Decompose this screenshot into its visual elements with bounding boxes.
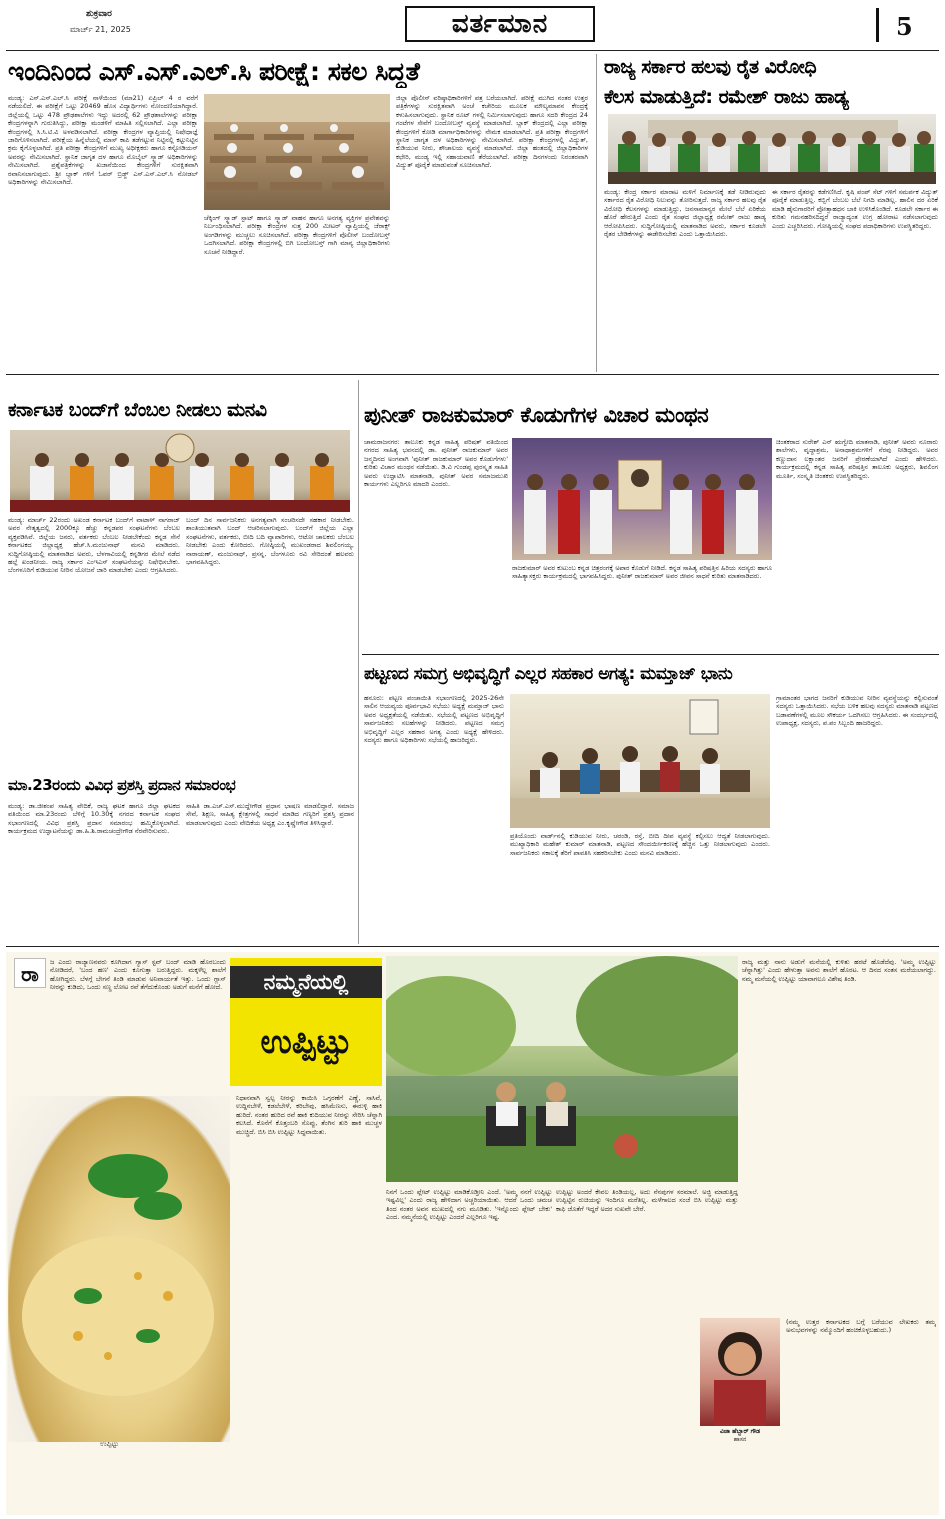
bandh-press-photo bbox=[10, 430, 350, 512]
section-rule-1 bbox=[6, 374, 939, 375]
author-portrait bbox=[700, 1318, 780, 1426]
puneeth-group-illustration bbox=[512, 438, 772, 560]
sslc-col2: ಜಿಲ್ಲಾ ಪೊಲೀಸ್ ವರಿಷ್ಠಾಧಿಕಾರಿಗಳಿಗೆ ಪತ್ರ ಬರೆಯಲಾಗಿದೆ. ಪರೀಕ್ಷೆ ಮುಗಿದ ನಂತರ ಉತ್ತರ ಪತ್ರಿಕೆಗಳನ್ನು ಸುರಕ್ಷಿತವಾಗಿ ಅಂಚೆ ಕಚೇರಿಯ ಮೂಲಕ ಮೌಲ್ಯಮಾಪನ ಕೇಂದ್ರಕ್ಕೆ ಕಳುಹಿಸಲಾಗುವುದು. ಸ್ಥಾನಿಕ ರೂಟ್ ಗಳಲ್ಲಿ ನಿರ್ಮಿಸಲಾಗುವುದು ಹಾಗೂ ಸದರಿ ಕೇಂದ್ರದ 24 ಗಂಟೆಗಳ ಸೇವೆಗೆ ಬಂದೋಬಸ್ತ್ ವ್ಯವಸ್ಥೆ ಮಾಡಲಾಗಿದೆ. ಬ್ಲಾಕ್ ಕೇಂದ್ರದಲ್ಲಿ ಎಲ್ಲಾ ಪರೀಕ್ಷಾ ಕೇಂದ್ರಗಳಿಗೆ ಕೋಡಿ ಮಾರ್ಗಾಧಿಕಾರಿಗಳನ್ನು ನೇಮಕ ಮಾಡಲಾಗಿದೆ. ಪ್ರತಿ ಪರೀಕ್ಷಾ ಕೇಂದ್ರಗಳಿಗೆ ಸ್ಥಾನಿಕ ಜಾಗೃತ ದಳ ಅಧಿಕಾರಿಗಳನ್ನು ನೇಮಿಸಲಾಗಿದೆ. ಪರೀಕ್ಷಾ ಕೇಂದ್ರಗಳಲ್ಲಿ ವಿದ್ಯುತ್, ಕುಡಿಯುವ ನೀರು, ಶೌಚಾಲಯ ವ್ಯವಸ್ಥೆ ಮಾಡಲಾಗಿದೆ. ಜಿಲ್ಲಾ ಹಂತದಲ್ಲಿ ಜಿಲ್ಲಾಧಿಕಾರಿಗಳ ಕಛೇರಿ, ಮಂಡ್ಯ ಇಲ್ಲಿ ಸಹಾಯವಾಣಿ ತೆರೆಯಲಾಗಿದೆ. ಪರೀಕ್ಷಾ ದಿನಗಳಂದು ನಿರಂತರವಾಗಿ ವಿದ್ಯುತ್ ಪೂರೈಕೆ ಮಾಡುವಂತೆ ಸೂಚಿಸಲಾಗಿದೆ. bbox=[396, 94, 588, 170]
puneeth-col3: ಚಿಂತಕರಾದ ಸುರೇಶ್ ಎನ್ ಋಗ್ವೇದಿ ಮಾತನಾಡಿ, ಪುನೀತ್ ಅವರು ನೂರಾರು ಶಾಲೆಗಳು, ವೃದ್ಧಾಶ್ರಮ, ಅನಾಥಾಶ್ರಮಗಳಿಗೆ ನೆರವು ನೀಡಿದ್ದರು. ಅವರ ಕಣ್ಣುದಾನ ಲಕ್ಷಾಂತರ ಜನರಿಗೆ ಪ್ರೇರಣೆಯಾಗಿದೆ ಎಂದು ಹೇಳಿದರು. ಕಾರ್ಯಕ್ರಮದಲ್ಲಿ ಕನ್ನಡ ಸಾಹಿತ್ಯ ಪರಿಷತ್ತಿನ ತಾಲೂಕು ಅಧ್ಯಕ್ಷರು, ಶಿವಲಿಂಗ ಮೂರ್ತಿ, ಸಂಸ್ಕೃತಿ ಚಿಂತಕರು ಉಪಸ್ಥಿತರಿದ್ದರು. bbox=[776, 438, 938, 480]
puneeth-headline: ಪುನೀತ್ ರಾಜಕುಮಾರ್ ಕೊಡುಗೆಗಳ ವಿಚಾರ ಮಂಥನ bbox=[364, 403, 709, 427]
farmers-col1: ಮಂಡ್ಯ: ಕೇಂದ್ರ ಸರ್ಕಾರ ಮಾರಾಟ ಮಳಿಗೆ ನಿರ್ಮಾಣಕ್ಕೆ ತಡೆ ನೀಡಿರುವುದು ಸರ್ಕಾರದ ರೈತ ವಿರೋಧಿ ನಿಲುವನ್ನು ತೋರಿಸುತ್ತದೆ. ರಾಜ್ಯ ಸರ್ಕಾರ ಹಲವು ರೈತ ವಿರೋಧಿ ಕೆಲಸಗಳನ್ನು ಮಾಡುತ್ತಿದ್ದು, ಜನಸಾಮಾನ್ಯರ ಮೇಲೆ ಬೆಲೆ ಏರಿಕೆಯ ಹೊರೆ ಹೇರುತ್ತಿದೆ ಎಂದು ರೈತ ಸಂಘದ ಜಿಲ್ಲಾಧ್ಯಕ್ಷ ರಮೇಶ್ ರಾಜು ಹಾಡ್ಯ ಆರೋಪಿಸಿದರು. ಸುದ್ದಿಗೋಷ್ಠಿಯಲ್ಲಿ ಮಾತನಾಡಿದ ಅವರು, ಸರ್ಕಾರ ಕೂಡಲೇ ರೈತರ ಬೇಡಿಕೆಗಳನ್ನು ಈಡೇರಿಸಬೇಕು ಎಂದು ಒತ್ತಾಯಿಸಿದರು. bbox=[604, 188, 766, 239]
masthead-date: ಮಾರ್ಚ್ 21, 2025 bbox=[70, 25, 131, 34]
feature-park-photo bbox=[386, 956, 738, 1182]
development-col2: ಪ್ರತಿಯೊಂದು ವಾರ್ಡ್‌ನಲ್ಲಿ ಕುಡಿಯುವ ನೀರು, ಚರಂಡಿ, ರಸ್ತೆ, ಬೀದಿ ದೀಪ ವ್ಯವಸ್ಥೆ ಕಲ್ಪಿಸಲು ಆದ್ಯತೆ ನೀಡಲಾಗುವುದು. ಮುಖ್ಯಾಧಿಕಾರಿ ಮಹೇಶ್ ಕುಮಾರ್ ಮಾತನಾಡಿ, ಪಟ್ಟಣದ ಸೌಂದರ್ಯೀಕರಣಕ್ಕೆ ಹೆಚ್ಚಿನ ಒತ್ತು ನೀಡಲಾಗುವುದು ಎಂದರು. ಸಾರ್ವಜನಿಕರು ಸಕಾಲಕ್ಕೆ ತೆರಿಗೆ ಪಾವತಿಸಿ ಸಹಕರಿಸಬೇಕು ಎಂದು ಮನವಿ ಮಾಡಿದರು. bbox=[510, 832, 770, 857]
page-number: 5 bbox=[896, 12, 913, 41]
uppittu-dish-illustration bbox=[8, 1096, 230, 1442]
feature-col4: ಉಪ್ಪಿಟ್ಟು ಅಂದರೆ ಕೇವಲ ತಿಂಡಿಯಲ್ಲ, ಅದು ನೆನಪುಗಳ ಸರಮಾಲೆ. ಅಜ್ಜಿ ಮಾಡುತ್ತಿದ್ದ ಉಪ್ಪಿಟ್ಟಿನ ರುಚಿಯನ್ನು ಇಂದಿಗೂ ಮರೆತಿಲ್ಲ. ಮಳೆಗಾಲದ ಸಂಜೆ ಬಿಸಿ ಉಪ್ಪಿಟ್ಟು ಮತ್ತು ಕಾಫಿ ಜೊತೆಗೆ ಇದ್ದರೆ ಅದರ ಸುಖವೇ ಬೇರೆ. bbox=[556, 1188, 738, 1213]
meeting-illustration bbox=[510, 694, 770, 828]
column-divider bbox=[358, 380, 359, 944]
awards-col2: ಸಾಹಿತಿ ಡಾ.ಎಚ್.ಎಸ್.ಮುದ್ದೇಗೌಡ ಪ್ರಧಾನ ಭಾಷಣ ಮಾಡಲಿದ್ದಾರೆ. ಸಮಾಜ ಸೇವೆ, ಶಿಕ್ಷಣ, ಸಾಹಿತ್ಯ ಕ್ಷೇತ್ರಗಳಲ್ಲಿ ಸಾಧನೆ ಮಾಡಿದ ಗಣ್ಯರಿಗೆ ಪ್ರಶಸ್ತಿ ಪ್ರದಾನ ಮಾಡಲಾಗುವುದು ಎಂದು ವೇದಿಕೆಯ ಅಧ್ಯಕ್ಷ ಎಂ.ಕೃಷ್ಣೇಗೌಡ ತಿಳಿಸಿದ್ದಾರೆ. bbox=[186, 802, 354, 827]
sslc-col1: ಮಂಡ್ಯ: ಎಸ್.ಎಸ್.ಎಲ್.ಸಿ ಪರೀಕ್ಷೆ ನಾಳೆಯಿಂದ (ಮಾ21) ಏಪ್ರಿಲ್ 4 ರ ವರೆಗೆ ನಡೆಯಲಿದೆ. ಈ ಪರೀಕ್ಷೆಗೆ ಒಟ್ಟು 20469 ಹೊಸ ವಿದ್ಯಾರ್ಥಿಗಳು ನೋಂದಣಿಯಾಗಿದ್ದಾರೆ. ಜಿಲ್ಲೆಯಲ್ಲಿ ಒಟ್ಟು 478 ಪ್ರೌಢಶಾಲೆಗಳು ಇದ್ದು ಅದರಲ್ಲಿ 62 ಪ್ರೌಢಶಾಲೆಗಳನ್ನು ಪರೀಕ್ಷಾ ಕೇಂದ್ರಗಳನ್ನಾಗಿ ಗುರುತಿಸಿದ್ದು, ಪರೀಕ್ಷಾ ಮಂಡಳಿಗೆ ಮಾಹಿತಿ ಸಲ್ಲಿಸಲಾಗಿದೆ. ಎಲ್ಲಾ ಪರೀಕ್ಷಾ ಕೇಂದ್ರಗಳಲ್ಲಿ ಸಿ.ಸಿ.ಟಿ.ವಿ ಅಳವಡಿಸಲಾಗಿದೆ. ಪರೀಕ್ಷಾ ಕೇಂದ್ರಗಳ ವ್ಯಾಪ್ತಿಯಲ್ಲಿ ನಿಷೇಧಾಜ್ಞೆ ಜಾರಿಗೊಳಿಸಲಾಗಿದೆ. ಪರೀಕ್ಷೆಯ ಹಿನ್ನೆಲೆಯಲ್ಲಿ ಮಾಸ್ ಕಾಪಿ ತಡೆಗಟ್ಟುವ ನಿಟ್ಟಿನಲ್ಲಿ ಕಟ್ಟುನಿಟ್ಟಿನ ಕ್ರಮ ಕೈಗೊಳ್ಳಲಾಗಿದೆ. ಪ್ರತಿ ಪರೀಕ್ಷಾ ಕೇಂದ್ರಗಳಿಗೆ ಮುಖ್ಯ ಅಧೀಕ್ಷಕರು ಹಾಗೂ ಕಸ್ಟೋಡಿಯನ್ ಅವರನ್ನು ನೇಮಿಸಲಾಗಿದೆ. ಸ್ಥಾನಿಕ ಜಾಗೃತ ದಳ ಹಾಗೂ ಮೊಬೈಲ್ ಸ್ಕ್ವಾಡ್ ಅಧಿಕಾರಿಗಳನ್ನು ನೇಮಿಸಲಾಗಿದೆ. ಪ್ರಶ್ನೆಪತ್ರಿಕೆಗಳನ್ನು ಖಜಾನೆಯಿಂದ ಕೇಂದ್ರಗಳಿಗೆ ಸುರಕ್ಷಿತವಾಗಿ ರವಾನಿಸಲಾಗುವುದು. ಶ್ರೀ ಬ್ಲಾಕ್ ಗಳಿಗೆ ಓವರ್ ಬ್ರಿಡ್ಜ್ ಎಸ್.ಎಸ್.ಎಲ್.ಸಿ ನೋಡಲ್ ಅಧಿಕಾರಿಗಳನ್ನು ನೇಮಿಸಲಾಗಿದೆ. bbox=[8, 94, 198, 187]
development-meeting-photo bbox=[510, 694, 770, 828]
masthead-rule bbox=[6, 50, 939, 51]
author-caption bbox=[700, 1428, 780, 1444]
farmers-headline-line2: ಕೆಲಸ ಮಾಡುತ್ತಿದೆ: ರಮೇಶ್ ರಾಜು ಹಾಡ್ಯ bbox=[604, 86, 849, 108]
feature-uppittu-photo bbox=[8, 1096, 230, 1442]
author-place: ಹಾಸನ bbox=[733, 1436, 747, 1443]
exam-hall-illustration bbox=[204, 94, 390, 210]
section-rule-3 bbox=[6, 946, 939, 947]
feature-photo-caption: ಉಪ್ಪಿಟ್ಟು bbox=[100, 1440, 119, 1448]
bandh-headline: ಕರ್ನಾಟಕ ಬಂದ್‌ಗೆ ಬೆಂಬಲ ನೀಡಲು ಮನವಿ bbox=[8, 399, 267, 421]
farmers-press-photo bbox=[608, 114, 936, 184]
park-illustration bbox=[386, 956, 738, 1182]
farmers-col2: ಈ ಸರ್ಕಾರ ರೈತರನ್ನು ಕಡೆಗಣಿಸಿದೆ. ಕೃಷಿ ಪಂಪ್ ಸೆಟ್ ಗಳಿಗೆ ಸಮರ್ಪಕ ವಿದ್ಯುತ್ ಪೂರೈಕೆ ಮಾಡುತ್ತಿಲ್ಲ. ಕಬ್ಬಿಗೆ ಬೆಂಬಲ ಬೆಲೆ ನಿಗದಿ ಮಾಡಿಲ್ಲ. ಹಾಲಿನ ದರ ಏರಿಕೆ ಮಾಡಿ ಹೈನುಗಾರರಿಗೆ ಪ್ರೋತ್ಸಾಹಧನ ಬಾಕಿ ಉಳಿಸಿಕೊಂಡಿದೆ. ಕೂಡಲೇ ಸರ್ಕಾರ ಈ ಕುರಿತು ಗಮನಹರಿಸದಿದ್ದರೆ ರಾಜ್ಯಾದ್ಯಂತ ಉಗ್ರ ಹೋರಾಟ ನಡೆಸಲಾಗುವುದು ಎಂದು ಎಚ್ಚರಿಸಿದರು. ಗೋಷ್ಠಿಯಲ್ಲಿ ಸಂಘದ ಪದಾಧಿಕಾರಿಗಳು ಉಪಸ್ಥಿತರಿದ್ದರು. bbox=[772, 188, 938, 230]
feature-title-line2: ಉಪ್ಪಿಟ್ಟು bbox=[260, 1022, 352, 1062]
sslc-headline: ಇಂದಿನಿಂದ ಎಸ್.ಎಸ್.ಎಲ್.ಸಿ ಪರೀಕ್ಷೆ: ಸಕಲ ಸಿದ್ಧತೆ bbox=[8, 57, 420, 86]
puneeth-col2: ರಾಜಕುಮಾರ್ ಅವರ ಕುಟುಂಬ ಕನ್ನಡ ಚಿತ್ರರಂಗಕ್ಕೆ ಅಪಾರ ಕೊಡುಗೆ ನೀಡಿದೆ. ಕನ್ನಡ ಸಾಹಿತ್ಯ ಪರಿಷತ್ತಿನ ಹಿರಿಯ ಸದಸ್ಯರು ಹಾಗೂ ಸಾಹಿತ್ಯಾಸಕ್ತರು ಕಾರ್ಯಕ್ರಮದಲ್ಲಿ ಭಾಗವಹಿಸಿದ್ದರು. ಪುನೀತ್ ರಾಜಕುಮಾರ್ ಅವರ ಜೀವನ ಸಾಧನೆ ಕುರಿತು ಮಾತನಾಡಿದರು. bbox=[512, 564, 772, 581]
feature-col4-bottom: (ನಮ್ಮ ಉತ್ತರ ಕರ್ನಾಟಕದ ಬಗ್ಗೆ ಬರೆಯುವ ಲೇಖಕರು ತಮ್ಮ ಅನುಭವಗಳನ್ನು ನಮ್ಮೊಂದಿಗೆ ಹಂಚಿಕೊಳ್ಳಬಹುದು.) bbox=[786, 1318, 936, 1335]
puneeth-event-photo bbox=[512, 438, 772, 560]
column-divider bbox=[596, 54, 597, 372]
farmers-group-illustration bbox=[608, 114, 936, 184]
sslc-col3: ಚೆಕ್ಕಿಂಗ್ ಸ್ಕ್ವಾಡ್ ಸ್ಪಾಟ್ ಹಾಗೂ ಸ್ಕ್ವಾಡ್ ವಾಹನ ಹಾಗೂ ಅನಗತ್ಯ ವ್ಯಕ್ತಿಗಳ ಪ್ರವೇಶವನ್ನು ನಿರ್ಬಂಧಿಸಲಾಗಿದೆ. ಪರೀಕ್ಷಾ ಕೇಂದ್ರಗಳ ಸುತ್ತ 200 ಮೀಟರ್ ವ್ಯಾಪ್ತಿಯಲ್ಲಿ ಜೆರಾಕ್ಸ್ ಅಂಗಡಿಗಳನ್ನು ಮುಚ್ಚಲು ಸೂಚಿಸಲಾಗಿದೆ. ಪರೀಕ್ಷಾ ಕೇಂದ್ರಗಳಿಗೆ ಪೊಲೀಸ್ ಬಂದೋಬಸ್ತ್ ಒದಗಿಸಲಾಗಿದೆ. ಪರೀಕ್ಷಾ ಕೇಂದ್ರಗಳಲ್ಲಿ ಬಿಗಿ ಬಂದೋಬಸ್ತ್ ಗಾಗಿ ಮಾನ್ಯ ಜಿಲ್ಲಾಧಿಕಾರಿಗಳು ಸೂಚನೆ ನೀಡಿದ್ದಾರೆ. bbox=[204, 214, 390, 256]
masthead bbox=[0, 0, 945, 48]
feature-col5: ರಾಜ್ಯ ಮತ್ತು ನಾನು ಅಡುಗೆ ಮನೆಯಲ್ಲಿ ಕುಳಿತು ಹರಟೆ ಹೊಡೆದೆವು. 'ಅಮ್ಮ ಉಪ್ಪಿಟ್ಟು ಚೆನ್ನಾಗಿತ್ತು' ಎಂದು ಹೇಳುತ್ತಾ ಅವನು ಶಾಲೆಗೆ ಹೊರಟ. ಆ ದಿನದ ಸಂತಸ ಮರೆಯಲಾಗದ್ದು. ನಮ್ಮ ಮನೆಯಲ್ಲಿ ಉಪ್ಪಿಟ್ಟು ಯಾವಾಗಲೂ ವಿಶೇಷ ತಿಂಡಿ. bbox=[742, 958, 936, 983]
awards-col1: ಮಂಡ್ಯ: ಡಾ.ಜೀಶಂಪ ಸಾಹಿತ್ಯ ವೇದಿಕೆ, ರಾಜ್ಯ ಘಟಕ ಹಾಗೂ ಜಿಲ್ಲಾ ಘಟಕದ ವತಿಯಿಂದ ಮಾ.23ರಂದು ಬೆಳಿಗ್ಗೆ 10.30ಕ್ಕೆ ನಗರದ ಕರ್ನಾಟಕ ಸಂಘದ ಸಭಾಂಗಣದಲ್ಲಿ ವಿವಿಧ ಪ್ರಶಸ್ತಿ ಪ್ರದಾನ ಸಮಾರಂಭ ಹಮ್ಮಿಕೊಳ್ಳಲಾಗಿದೆ. ಕಾರ್ಯಕ್ರಮದ ಉದ್ಘಾಟನೆಯನ್ನು ಡಾ.ಹಿ.ಶಿ.ರಾಮಚಂದ್ರೇಗೌಡ ನೆರವೇರಿಸುವರು. bbox=[8, 802, 180, 836]
feature-col3: ನಿನಗೆ ಒಂದು ಪ್ಲೇಟ್ ಉಪ್ಪಿಟ್ಟು ಮಾಡಿಕೊಡ್ತೀನಿ ಎಂದೆ. 'ಅಮ್ಮ ನನಗೆ ಉಪ್ಪಿಟ್ಟು ಇಷ್ಟವಿಲ್ಲ' ಎಂದು ರಾಜ್ಯ ಹೇಳಿದಾಗ ಅಚ್ಚರಿಯಾಯಿತು. ಆದರೆ ಒಂದು ಚಮಚ ತಿಂದ ನಂತರ ಅವನ ಮುಖದಲ್ಲಿ ನಗು ಮೂಡಿತು. 'ಇನ್ನೊಂದು ಪ್ಲೇಟ್ ಬೇಕು' ಎಂದ. ನಮ್ಮನೆಯಲ್ಲಿ ಉಪ್ಪಿಟ್ಟು ಎಂದರೆ ಎಲ್ಲರಿಗೂ ಇಷ್ಟ. bbox=[386, 1188, 552, 1222]
sslc-exam-hall-photo bbox=[204, 94, 390, 210]
feature-title-line1: ನಮ್ಮನೆಯಲ್ಲಿ bbox=[230, 966, 382, 998]
masthead-day: ಶುಕ್ರವಾರ bbox=[86, 9, 112, 19]
feature-col2: ನಿಧಾನವಾಗಿ ಸ್ವಲ್ಪ ನೀರನ್ನು ಕಾಯಿಸಿ ಒಗ್ಗರಣೆಗೆ ಎಣ್ಣೆ, ಸಾಸಿವೆ, ಉದ್ದಿನಬೇಳೆ, ಕಡಲೆಬೇಳೆ, ಕರಿಬೇವು, ಹಸಿಮೆಣಸು, ಈರುಳ್ಳಿ ಹಾಕಿ ಹುರಿದೆ. ನಂತರ ಹುರಿದ ರವೆ ಹಾಕಿ ಕುದಿಯುವ ನೀರನ್ನು ಸೇರಿಸಿ ಚೆನ್ನಾಗಿ ಕಲಸಿದೆ. ಕೊನೆಗೆ ಕೊತ್ತಂಬರಿ ಸೊಪ್ಪು, ತೆಂಗಿನ ತುರಿ ಹಾಕಿ ಮುಚ್ಚಳ ಮುಚ್ಚಿದೆ. ಬಿಸಿ ಬಿಸಿ ಉಪ್ಪಿಟ್ಟು ಸಿದ್ಧವಾಯಿತು. bbox=[236, 1094, 382, 1136]
section-rule-2 bbox=[362, 654, 939, 655]
author-photo bbox=[700, 1318, 780, 1426]
masthead-title-text: ವರ್ತಮಾನ bbox=[451, 9, 549, 39]
bandh-col2: ಬಂದ್ ದಿನ ಸಾರ್ವಜನಿಕರು ಅನಗತ್ಯವಾಗಿ ಸಂಚರಿಸದೇ ಸಹಕಾರ ನೀಡಬೇಕು. ಶಾಂತಿಯುತವಾಗಿ ಬಂದ್ ಆಚರಿಸಲಾಗುವುದು. ಬಂದ್‌ಗೆ ಜಿಲ್ಲೆಯ ಎಲ್ಲಾ ಸಂಘಟನೆಗಳು, ವರ್ತಕರು, ಬೀದಿ ಬದಿ ವ್ಯಾಪಾರಿಗಳು, ಆಟೋ ಚಾಲಕರು ಬೆಂಬಲ ನೀಡಬೇಕು ಎಂದು ಕೋರಿದರು. ಗೋಷ್ಠಿಯಲ್ಲಿ ಮುಖಂಡರಾದ ಶಿವಲಿಂಗಯ್ಯ, ನಾರಾಯಣ್, ಮಂಜುನಾಥ್, ಪ್ರಸನ್ನ, ಬೆಂಗಳೂರು ರವಿ ಸೇರಿದಂತೆ ಹಲವರು ಭಾಗವಹಿಸಿದ್ದರು. bbox=[186, 516, 354, 567]
puneeth-col1: ಚಾಮರಾಜನಗರ: ತಾಲೂಕು ಕನ್ನಡ ಸಾಹಿತ್ಯ ಪರಿಷತ್ ವತಿಯಿಂದ ನಗರದ ಸಾಹಿತ್ಯ ಭವನದಲ್ಲಿ ಡಾ. ಪುನೀತ್ ರಾಜಕುಮಾರ್ ಅವರ ಜನ್ಮದಿನದ ಅಂಗವಾಗಿ 'ಪುನೀತ್ ರಾಜಕುಮಾರ್ ಅವರ ಕೊಡುಗೆಗಳು' ಕುರಿತು ವಿಚಾರ ಮಂಥನ ನಡೆಯಿತು. ಡಿ.ವಿ ಗುಂಡಪ್ಪ ಪುರಸ್ಕೃತ ಸಾಹಿತಿ ಅವರು ಉದ್ಘಾಟಿಸಿ ಮಾತನಾಡಿ, ಪುನೀತ್ ಅವರ ಸಮಾಜಮುಖಿ ಕಾರ್ಯಗಳು ಎಲ್ಲರಿಗೂ ಮಾದರಿ ಎಂದರು. bbox=[364, 438, 508, 489]
bandh-group-illustration bbox=[10, 430, 350, 512]
feature-title-box bbox=[230, 958, 382, 1086]
feature-col1: ಜ ಎಂದು ರಾಜ್ಯಾಣನವರು ಕೂಗಿದಾಗ ಗ್ಯಾಸ್ ಸ್ಟವ್ ಬಂದ್ ಮಾಡಿ ಹೊರಬಂದು ನೋಡಿದರೆ, 'ಬಂದ ಹಣ' ಎಂದು ಕೂಗುತ್ತಾ ಬರುತ್ತಿದ್ದರು. ಮಕ್ಕಳೆಲ್ಲ ಶಾಲೆಗೆ ಹೋಗಿದ್ದರು. ಬೆಳಗ್ಗೆ ಬೇಗನೆ ತಿಂಡಿ ಮಾಡುವ ಅನಿವಾರ್ಯತೆ ಇತ್ತು. ಒಂದು ಗ್ಲಾಸ್ ನೀರನ್ನು ಕುಡಿದು, ಒಂದು ಸಣ್ಣ ಲೋಟ ರವೆ ತೆಗೆದುಕೊಂಡು ಅಡುಗೆ ಮನೆಗೆ ಹೋದೆ. bbox=[50, 958, 226, 992]
feature-drop-cap: ರಾ bbox=[14, 958, 46, 988]
masthead-title bbox=[405, 6, 595, 42]
development-headline: ಪಟ್ಟಣದ ಸಮಗ್ರ ಅಭಿವೃದ್ಧಿಗೆ ಎಲ್ಲರ ಸಹಕಾರ ಅಗತ್ಯ: ಮಮ್ತಾಜ್ ಭಾನು bbox=[364, 664, 733, 684]
author-name: ವಿಜಾ ಹೆಬ್ಬಾರ್ ಗೌಡ bbox=[720, 1428, 760, 1435]
development-col1: ಹನೂರು: ಪಟ್ಟಣ ಪಂಚಾಯಿತಿ ಸಭಾಂಗಣದಲ್ಲಿ 2025-26ನೇ ಸಾಲಿನ ಆಯವ್ಯಯ ಪೂರ್ವಭಾವಿ ಸಭೆಯು ಅಧ್ಯಕ್ಷೆ ಮಮ್ತಾಜ್ ಭಾನು ಅವರ ಅಧ್ಯಕ್ಷತೆಯಲ್ಲಿ ನಡೆಯಿತು. ಸಭೆಯಲ್ಲಿ ಪಟ್ಟಣದ ಅಭಿವೃದ್ಧಿಗೆ ಸಾರ್ವಜನಿಕರು ಸಲಹೆಗಳನ್ನು ನೀಡಿದರು. ಪಟ್ಟಣದ ಸಮಗ್ರ ಅಭಿವೃದ್ಧಿಗೆ ಎಲ್ಲರ ಸಹಕಾರ ಅಗತ್ಯ ಎಂದು ಅಧ್ಯಕ್ಷೆ ಹೇಳಿದರು. ಸದಸ್ಯರು ಹಾಗೂ ಅಧಿಕಾರಿಗಳು ಸಭೆಯಲ್ಲಿ ಹಾಜರಿದ್ದರು. bbox=[364, 694, 504, 745]
awards-headline: ಮಾ.23ರಂದು ವಿವಿಧ ಪ್ರಶಸ್ತಿ ಪ್ರದಾನ ಸಮಾರಂಭ bbox=[8, 776, 236, 794]
development-col3: ಗ್ರಾಮಾಂತರ ಭಾಗದ ಜನರಿಗೆ ಕುಡಿಯುವ ನೀರಿನ ವ್ಯವಸ್ಥೆಯನ್ನು ಕಲ್ಪಿಸುವಂತೆ ಸದಸ್ಯರು ಒತ್ತಾಯಿಸಿದರು. ಸಭೆಯ ಬಳಿಕ ಹಲವು ಸದಸ್ಯರು ಮಾತನಾಡಿ ಪಟ್ಟಣದ ಬಡಾವಣೆಗಳಲ್ಲಿ ಮೂಲ ಸೌಕರ್ಯ ಒದಗಿಸಲು ಆಗ್ರಹಿಸಿದರು. ಈ ಸಂದರ್ಭದಲ್ಲಿ ಉಪಾಧ್ಯಕ್ಷ, ಸದಸ್ಯರು, ಪ.ಪಂ ಸಿಬ್ಬಂದಿ ಹಾಜರಿದ್ದರು. bbox=[776, 694, 938, 728]
bandh-col1: ಮಂಡ್ಯ: ಮಾರ್ಚ್ 22ರಂದು ಅಖಂಡ ಕರ್ನಾಟಕ ಬಂದ್‌ಗೆ ವಾಟಾಳ್ ನಾಗರಾಜ್ ಅವರ ನೇತೃತ್ವದಲ್ಲಿ 2000ಕ್ಕೂ ಹೆಚ್ಚು ಕನ್ನಡಪರ ಸಂಘಟನೆಗಳು ಬೆಂಬಲ ವ್ಯಕ್ತಪಡಿಸಿವೆ. ಜಿಲ್ಲೆಯ ಜನರು, ವರ್ತಕರು ಬೆಂಬಲ ನೀಡಬೇಕೆಂದು ಕನ್ನಡ ಸೇನೆ ಕರ್ನಾಟಕದ ಜಿಲ್ಲಾಧ್ಯಕ್ಷ ಹೆಚ್.ಸಿ.ಮಂಜುನಾಥ್ ಮನವಿ ಮಾಡಿದರು. ಸುದ್ದಿಗೋಷ್ಠಿಯಲ್ಲಿ ಮಾತನಾಡಿದ ಅವರು, ಬೆಳಗಾವಿಯಲ್ಲಿ ಕನ್ನಡಿಗರ ಮೇಲೆ ನಡೆದ ಹಲ್ಲೆ ಖಂಡನೀಯ. ರಾಜ್ಯ ಸರ್ಕಾರ ಎಂಇಎಸ್ ಸಂಘಟನೆಯನ್ನು ನಿಷೇಧಿಸಬೇಕು. ಬೆಂಗಳೂರಿಗೆ ಕುಡಿಯುವ ನೀರಿನ ಯೋಜನೆ ಜಾರಿ ಮಾಡಬೇಕು ಎಂದು ಆಗ್ರಹಿಸಿದರು. bbox=[8, 516, 180, 575]
farmers-headline-line1: ರಾಜ್ಯ ಸರ್ಕಾರ ಹಲವು ರೈತ ವಿರೋಧಿ bbox=[604, 56, 817, 78]
page-number-marker bbox=[876, 8, 879, 42]
